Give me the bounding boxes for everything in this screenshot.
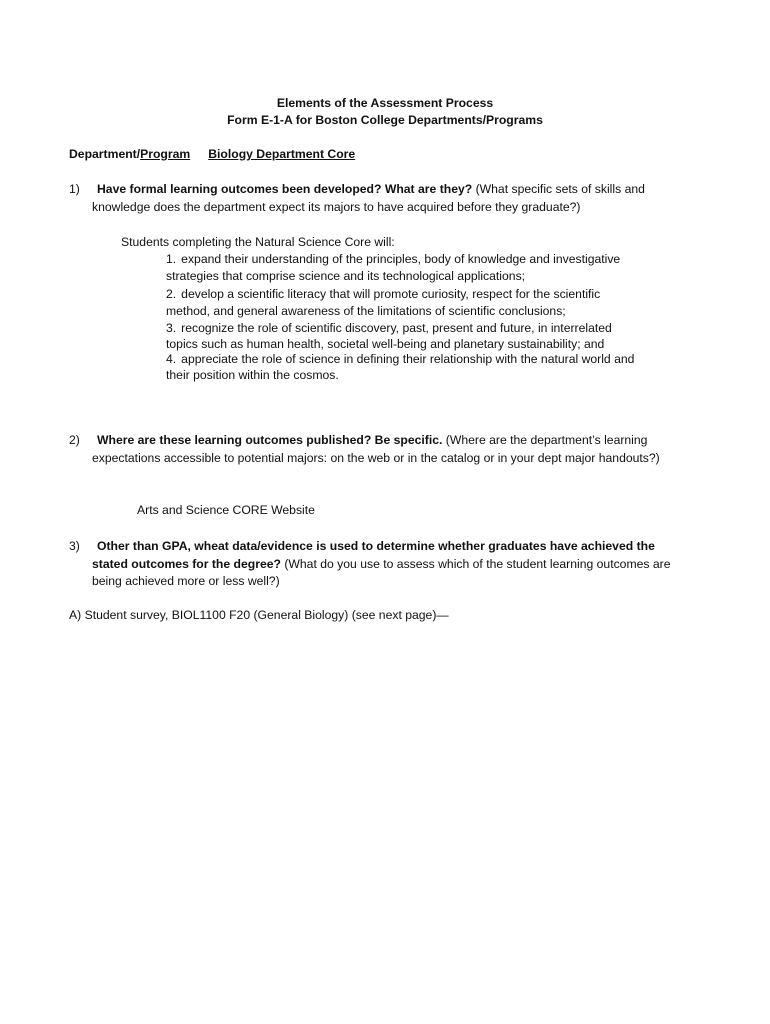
question-1 xyxy=(69,181,679,216)
question-number: 3) xyxy=(69,539,80,553)
list-item: 3. recognize the role of scientific discovery, past, present and future, in interrelated topics such as human health, societal well-being and planetary sustainability; and xyxy=(166,321,612,351)
question-3 xyxy=(69,538,679,591)
question-bold: Where are these learning outcomes published? Be specific. xyxy=(97,433,443,447)
list-item: 2. develop a scientific literacy that will promote curiosity, respect for the scientific method, and general awareness of the limitations of scientific conclusions; xyxy=(166,287,601,318)
department-value: Biology Department Core xyxy=(208,147,356,161)
department-line xyxy=(69,146,355,163)
learning-outcomes xyxy=(121,234,641,383)
list-item: 4. appreciate the role of science in defining their relationship with the natural world and their position within the cosmos. xyxy=(166,352,635,382)
question-bold: Other than GPA, wheat data/evidence is used to determine whether graduates have achieved the stated outcomes for the degree? xyxy=(92,539,655,571)
title-line-2: Form E-1-A for Boston College Departments/Programs xyxy=(227,113,543,127)
answer-2: Arts and Science CORE Website xyxy=(137,503,315,517)
answer-3a: A) Student survey, BIOL1100 F20 (General Biology) (see next page)— xyxy=(69,608,449,622)
outcomes-intro: Students completing the Natural Science Core will: xyxy=(121,235,395,249)
question-detail: (Where are the department’s learning expectations accessible to potential majors: on the web or in the catalog or in your dept major handouts?) xyxy=(92,433,660,465)
department-label-part2: Program xyxy=(140,147,191,161)
question-detail: (What do you use to assess which of the student learning outcomes are being achieved more or less well?) xyxy=(92,556,671,588)
outcomes-list xyxy=(121,251,641,383)
question-bold: Have formal learning outcomes been developed? What are they? xyxy=(97,182,473,196)
department-label-part1: Department/ xyxy=(69,147,141,161)
question-number: 1) xyxy=(69,182,80,196)
question-detail: (What specific sets of skills and knowledge does the department expect its majors to have acquired before they graduate?) xyxy=(92,182,645,214)
document-title xyxy=(0,95,770,129)
list-item: 1. expand their understanding of the principles, body of knowledge and investigative strategies that comprise science and its technological applications; xyxy=(166,252,621,283)
title-line-1: Elements of the Assessment Process xyxy=(276,96,494,110)
question-number: 2) xyxy=(69,433,80,447)
question-2 xyxy=(69,432,679,467)
